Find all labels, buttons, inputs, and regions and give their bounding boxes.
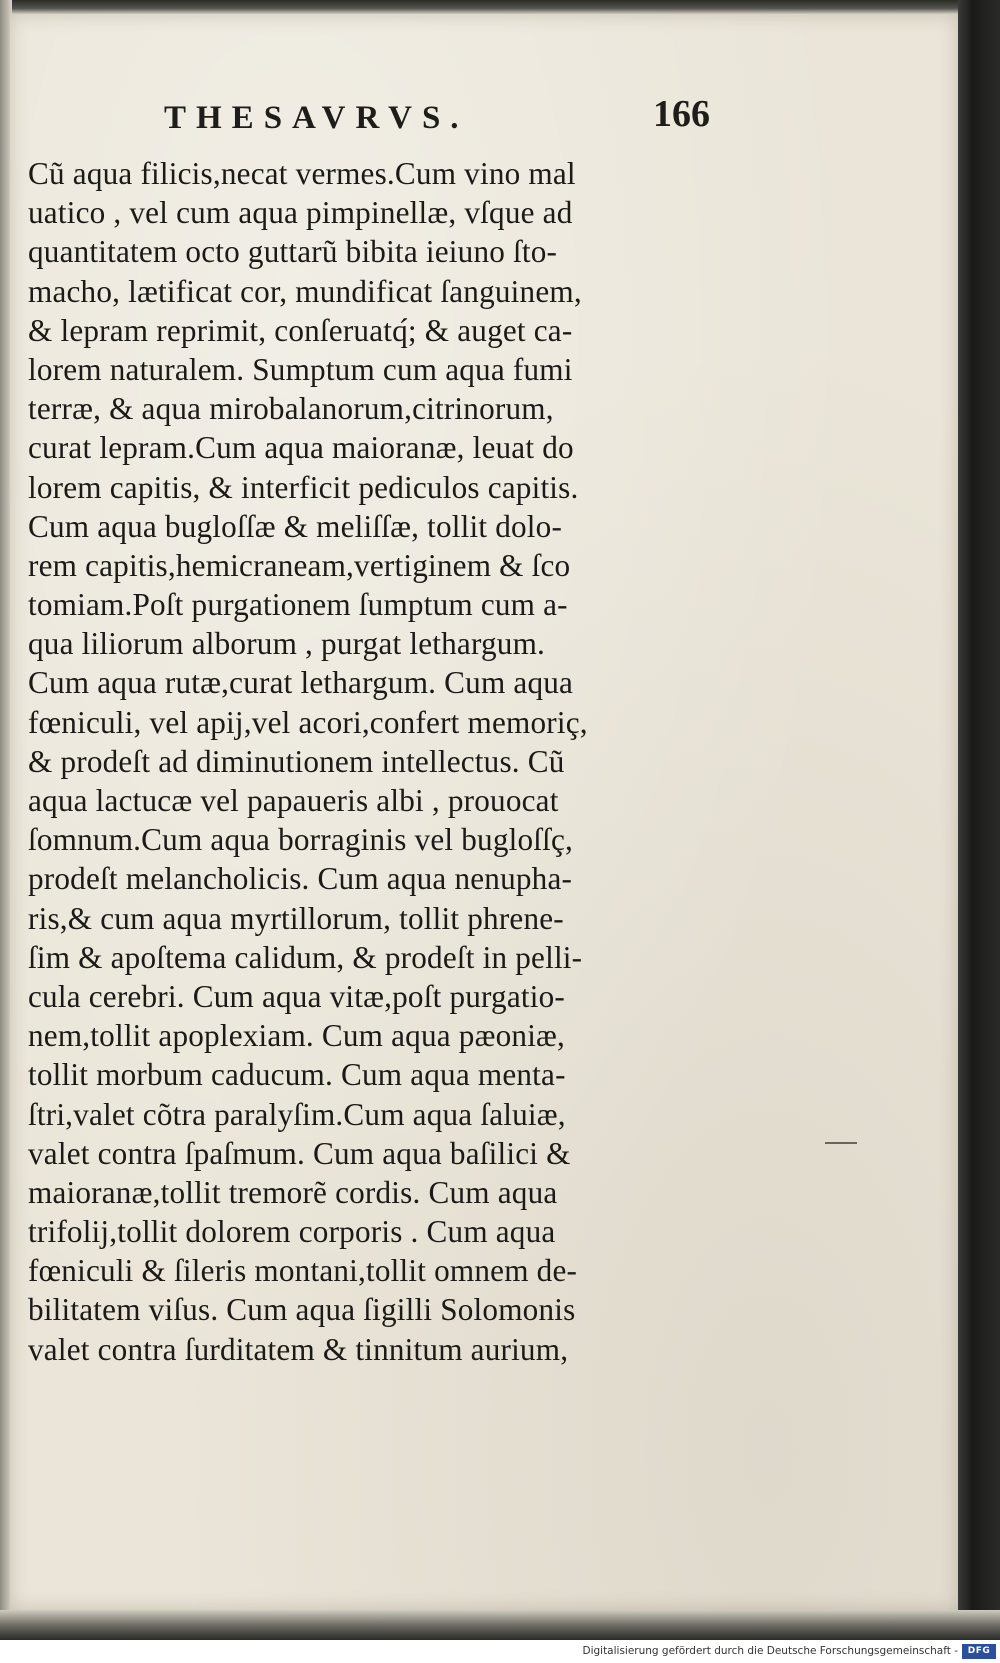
funding-credit: Digitalisierung gefördert durch die Deutsche Forschungsgemeinschaft - (582, 1645, 958, 1657)
text-line: fœniculi, vel apij,vel acori,confert memoriç, (28, 704, 588, 740)
text-line: cula cerebri. Cum aqua vitæ,poſt purgatio- (28, 978, 566, 1014)
text-line: & prodeſt ad diminutionem intellectus. Cũ (28, 743, 565, 779)
text-line: prodeſt melancholicis. Cum aqua nenupha- (28, 861, 573, 897)
dfg-logo-icon: DFG (962, 1644, 996, 1659)
text-line: ſim & apoſtema calidum, & prodeſt in pelli- (28, 939, 583, 975)
text-line: valet contra ſpaſmum. Cum aqua baſilici & (28, 1135, 571, 1171)
text-line: trifolij,tollit dolorem corporis . Cum aqua (28, 1214, 556, 1250)
text-line: qua liliorum alborum , purgat lethargum. (28, 626, 546, 662)
text-line: maioranæ,tollit tremorẽ cordis. Cum aqua (28, 1174, 558, 1210)
text-line: tollit morbum caducum. Cum aqua menta- (28, 1057, 566, 1093)
text-line: ſomnum.Cum aqua borraginis vel bugloſſç, (28, 822, 574, 858)
page-number: 166 (653, 93, 710, 135)
text-line: uatico , vel cum aqua pimpinellæ, vſque ad (28, 195, 573, 231)
running-title: THESAVRVS. (164, 100, 469, 136)
text-line: curat lepram.Cum aqua maioranæ, leuat do (28, 430, 574, 466)
scan-border-right (958, 0, 1000, 1640)
text-line: Cũ aqua filicis,necat vermes.Cum vino mal (28, 156, 576, 191)
text-line: fœniculi & ſileris montani,tollit omnem de- (28, 1253, 578, 1289)
text-line: Cum aqua rutæ,curat lethargum. Cum aqua (28, 665, 574, 701)
footer-bar (0, 1640, 1000, 1663)
text-line: lorem naturalem. Sumptum cum aqua fumi (28, 351, 573, 387)
text-line: terræ, & aqua mirobalanorum,citrinorum, (28, 391, 554, 427)
text-line: lorem capitis, & interficit pediculos capitis. (28, 469, 579, 505)
text-line: & lepram reprimit, conſeruatq́; & auget ca- (28, 312, 573, 348)
text-line: ris,& cum aqua myrtillorum, tollit phrene- (28, 900, 564, 936)
text-line: nem,tollit apoplexiam. Cum aqua pæoniæ, (28, 1018, 566, 1054)
text-line: quantitatem octo guttarũ bibita ieiuno ſto- (28, 234, 558, 270)
page-header (150, 86, 710, 146)
text-line: valet contra ſurditatem & tinnitum aurium, (28, 1331, 569, 1367)
text-line: ſtri,valet cõtra paralyſim.Cum aqua ſaluiæ, (28, 1096, 566, 1132)
text-line: Cum aqua bugloſſæ & meliſſæ, tollit dolo- (28, 508, 563, 544)
text-line: macho, lætificat cor, mundificat ſanguinem, (28, 273, 582, 309)
scan-border-top (0, 0, 1000, 14)
scan-border-bottom (0, 1610, 1000, 1640)
text-line: aqua lactucæ vel papaueris albi , prouocat (28, 783, 559, 818)
text-line: bilitatem viſus. Cum aqua ſigilli Solomonis (28, 1292, 576, 1328)
text-line: rem capitis,hemicraneam,vertiginem & ſco (28, 547, 571, 583)
text-line: tomiam.Poſt purgationem ſumptum cum a- (28, 587, 568, 623)
margin-pencil-mark (825, 1142, 857, 1144)
book-page (10, 14, 958, 1610)
body-text (28, 154, 718, 1369)
